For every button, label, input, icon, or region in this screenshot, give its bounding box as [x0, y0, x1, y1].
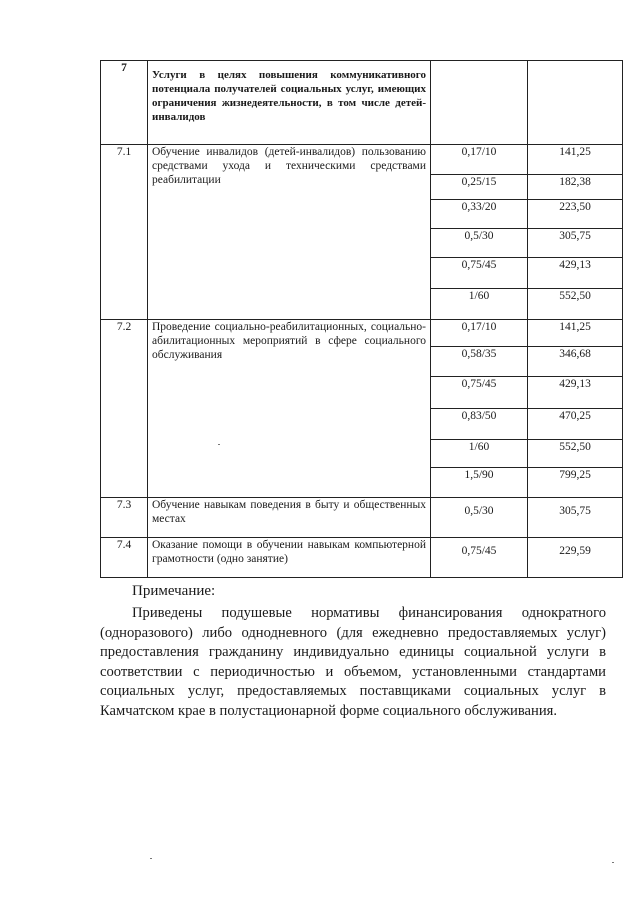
price-cell: 305,75: [528, 229, 623, 258]
table-row: [101, 498, 623, 538]
note-title: Примечание:: [132, 583, 216, 599]
volume-cell: 1,5/90: [431, 468, 528, 498]
note-paragraph: Приведены подушевые нормативы финансирования однократного (одноразового) либо однодневного (для ежедневно предоставляемых услуг) предоставления гражданину индивидуально единицы социальной услуги в соответствии с периодичностью и объемом, установленными стандартами социальных услуг, предоставляемых поставщиками социальных услуг в Камчатском крае в полустационарной форме социального обслуживания.: [100, 605, 606, 719]
volume-cell: 0,5/30: [431, 498, 528, 538]
service-description: Обучение навыкам поведения в быту и общественных местах: [148, 498, 431, 538]
price-cell: 229,59: [528, 538, 623, 578]
price-cell: 470,25: [528, 409, 623, 440]
table-row: [101, 320, 623, 347]
table-row: [101, 538, 623, 578]
price-cell: 182,38: [528, 175, 623, 200]
volume-cell: 1/60: [431, 289, 528, 320]
services-table: [100, 60, 623, 578]
price-cell: 799,25: [528, 468, 623, 498]
row-number: 7.1: [101, 145, 148, 320]
table-row-section-7: [101, 61, 623, 145]
volume-cell: 0,58/35: [431, 347, 528, 377]
volume-cell: 0,17/10: [431, 145, 528, 175]
section-title: Услуги в целях повышения коммуникативного потенциала получателей социальных услуг, имеющих ограничения жизнедеятельности, в том числе детей-инвалидов: [148, 61, 431, 145]
price-cell: 346,68: [528, 347, 623, 377]
empty-price-cell: [528, 61, 623, 145]
volume-cell: 0,75/45: [431, 377, 528, 409]
price-cell: 305,75: [528, 498, 623, 538]
volume-cell: 0,5/30: [431, 229, 528, 258]
row-number: 7.3: [101, 498, 148, 538]
scan-speck: [150, 858, 152, 859]
price-cell: 552,50: [528, 440, 623, 468]
row-number: 7.2: [101, 320, 148, 498]
price-cell: 429,13: [528, 258, 623, 289]
price-cell: 223,50: [528, 200, 623, 229]
price-cell: 141,25: [528, 320, 623, 347]
scan-speck: [612, 862, 614, 863]
service-description: Обучение инвалидов (детей-инвалидов) пользованию средствами ухода и техническими средствами реабилитации: [148, 145, 431, 320]
volume-cell: 0,75/45: [431, 538, 528, 578]
price-cell: 141,25: [528, 145, 623, 175]
row-number: 7: [101, 61, 148, 145]
row-number: 7.4: [101, 538, 148, 578]
table-row: [101, 145, 623, 175]
price-cell: 429,13: [528, 377, 623, 409]
volume-cell: 0,83/50: [431, 409, 528, 440]
scan-speck: [218, 444, 220, 445]
empty-volume-cell: [431, 61, 528, 145]
volume-cell: 0,33/20: [431, 200, 528, 229]
price-cell: 552,50: [528, 289, 623, 320]
volume-cell: 1/60: [431, 440, 528, 468]
volume-cell: 0,17/10: [431, 320, 528, 347]
service-description: Оказание помощи в обучении навыкам компьютерной грамотности (одно занятие): [148, 538, 431, 578]
service-description: Проведение социально-реабилитационных, социально-абилитационных мероприятий в сфере социального обслуживания: [148, 320, 431, 498]
volume-cell: 0,75/45: [431, 258, 528, 289]
volume-cell: 0,25/15: [431, 175, 528, 200]
